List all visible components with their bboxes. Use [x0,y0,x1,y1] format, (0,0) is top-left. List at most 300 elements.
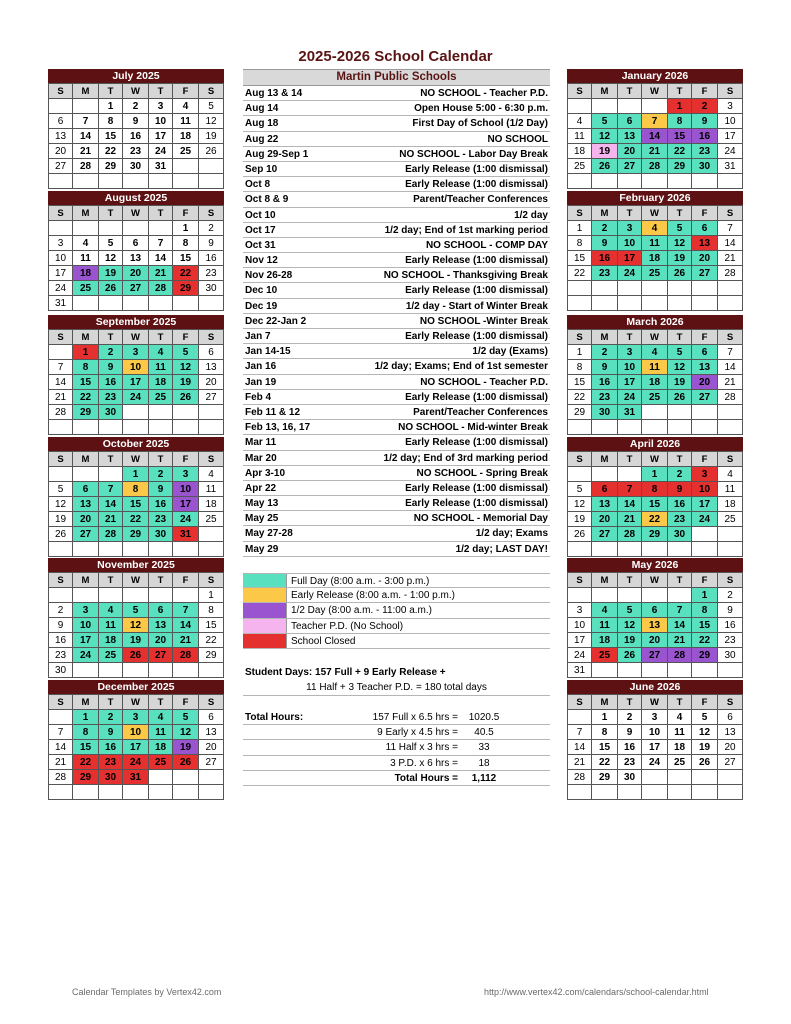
day-cell[interactable]: 1 [642,467,668,482]
day-cell[interactable]: 30 [692,159,718,174]
day-cell[interactable]: 28 [73,159,99,174]
day-cell[interactable]: 8 [73,360,99,375]
day-cell[interactable]: 5 [199,99,224,114]
day-cell[interactable]: 18 [568,144,592,159]
day-cell[interactable]: 29 [173,281,199,296]
day-cell[interactable]: 23 [618,755,642,770]
day-cell[interactable]: 18 [149,740,173,755]
day-cell[interactable]: 26 [592,159,618,174]
day-cell[interactable]: 30 [199,281,224,296]
day-cell[interactable]: 22 [73,755,99,770]
day-cell[interactable]: 6 [642,603,668,618]
day-cell[interactable]: 13 [692,236,718,251]
day-cell[interactable]: 14 [618,497,642,512]
day-cell[interactable]: 1 [99,99,123,114]
day-cell[interactable]: 5 [668,221,692,236]
day-cell[interactable]: 8 [99,114,123,129]
day-cell[interactable]: 13 [149,618,173,633]
day-cell[interactable]: 7 [642,114,668,129]
day-cell[interactable]: 6 [199,345,224,360]
day-cell[interactable]: 10 [73,618,99,633]
day-cell[interactable]: 12 [618,618,642,633]
day-cell[interactable]: 19 [668,375,692,390]
day-cell[interactable]: 17 [692,497,718,512]
day-cell[interactable]: 19 [592,144,618,159]
day-cell[interactable]: 9 [49,618,73,633]
day-cell[interactable]: 22 [99,144,123,159]
day-cell[interactable]: 28 [718,266,743,281]
day-cell[interactable]: 1 [173,221,199,236]
day-cell[interactable]: 15 [592,740,618,755]
day-cell[interactable]: 6 [149,603,173,618]
day-cell[interactable]: 16 [49,633,73,648]
day-cell[interactable]: 17 [123,375,149,390]
day-cell[interactable]: 24 [49,281,73,296]
day-cell[interactable]: 8 [668,114,692,129]
day-cell[interactable]: 8 [199,603,224,618]
day-cell[interactable]: 8 [173,236,199,251]
day-cell[interactable]: 4 [592,603,618,618]
day-cell[interactable]: 10 [123,360,149,375]
day-cell[interactable]: 3 [149,99,173,114]
day-cell[interactable]: 11 [73,251,99,266]
day-cell[interactable]: 18 [668,740,692,755]
day-cell[interactable]: 27 [199,755,224,770]
day-cell[interactable]: 16 [99,740,123,755]
day-cell[interactable]: 7 [49,725,73,740]
day-cell[interactable]: 11 [568,129,592,144]
day-cell[interactable]: 20 [123,266,149,281]
day-cell[interactable]: 21 [173,633,199,648]
day-cell[interactable]: 16 [668,497,692,512]
day-cell[interactable]: 27 [618,159,642,174]
day-cell[interactable]: 20 [49,144,73,159]
day-cell[interactable]: 15 [73,375,99,390]
footer-left[interactable]: Calendar Templates by Vertex42.com [72,987,222,997]
day-cell[interactable]: 6 [199,710,224,725]
day-cell[interactable]: 1 [199,588,224,603]
day-cell[interactable]: 26 [173,755,199,770]
day-cell[interactable]: 6 [718,710,743,725]
day-cell[interactable]: 19 [568,512,592,527]
day-cell[interactable]: 21 [618,512,642,527]
day-cell[interactable]: 31 [718,159,743,174]
day-cell[interactable]: 27 [199,390,224,405]
day-cell[interactable]: 26 [668,266,692,281]
day-cell[interactable]: 31 [123,770,149,785]
day-cell[interactable]: 6 [592,482,618,497]
day-cell[interactable]: 24 [642,755,668,770]
day-cell[interactable]: 17 [123,740,149,755]
day-cell[interactable]: 19 [123,633,149,648]
day-cell[interactable]: 17 [642,740,668,755]
day-cell[interactable]: 3 [568,603,592,618]
day-cell[interactable]: 2 [123,99,149,114]
day-cell[interactable]: 15 [173,251,199,266]
day-cell[interactable]: 5 [99,236,123,251]
day-cell[interactable]: 9 [592,236,618,251]
day-cell[interactable]: 15 [568,251,592,266]
day-cell[interactable]: 3 [49,236,73,251]
day-cell[interactable]: 14 [568,740,592,755]
day-cell[interactable]: 23 [692,144,718,159]
day-cell[interactable]: 7 [568,725,592,740]
day-cell[interactable]: 23 [99,390,123,405]
day-cell[interactable]: 29 [642,527,668,542]
day-cell[interactable]: 13 [618,129,642,144]
day-cell[interactable]: 7 [99,482,123,497]
day-cell[interactable]: 31 [173,527,199,542]
day-cell[interactable]: 22 [692,633,718,648]
day-cell[interactable]: 11 [149,360,173,375]
day-cell[interactable]: 3 [618,221,642,236]
day-cell[interactable]: 27 [592,527,618,542]
day-cell[interactable]: 8 [592,725,618,740]
day-cell[interactable]: 22 [642,512,668,527]
day-cell[interactable]: 5 [173,710,199,725]
day-cell[interactable]: 18 [199,497,224,512]
day-cell[interactable]: 2 [592,221,618,236]
day-cell[interactable]: 5 [592,114,618,129]
day-cell[interactable]: 13 [199,725,224,740]
day-cell[interactable]: 10 [642,725,668,740]
day-cell[interactable]: 28 [642,159,668,174]
day-cell[interactable]: 26 [123,648,149,663]
day-cell[interactable]: 4 [642,221,668,236]
day-cell[interactable]: 16 [199,251,224,266]
day-cell[interactable]: 5 [173,345,199,360]
day-cell[interactable]: 30 [668,527,692,542]
day-cell[interactable]: 3 [73,603,99,618]
day-cell[interactable]: 27 [692,266,718,281]
day-cell[interactable]: 13 [642,618,668,633]
day-cell[interactable]: 20 [592,512,618,527]
day-cell[interactable]: 10 [49,251,73,266]
day-cell[interactable]: 20 [692,375,718,390]
day-cell[interactable]: 21 [668,633,692,648]
day-cell[interactable]: 29 [592,770,618,785]
day-cell[interactable]: 25 [199,512,224,527]
day-cell[interactable]: 25 [73,281,99,296]
day-cell[interactable]: 6 [73,482,99,497]
day-cell[interactable]: 20 [692,251,718,266]
day-cell[interactable]: 14 [99,497,123,512]
day-cell[interactable]: 14 [173,618,199,633]
day-cell[interactable]: 8 [642,482,668,497]
day-cell[interactable]: 23 [718,633,743,648]
day-cell[interactable]: 6 [618,114,642,129]
day-cell[interactable]: 12 [668,236,692,251]
day-cell[interactable]: 31 [618,405,642,420]
day-cell[interactable]: 5 [568,482,592,497]
day-cell[interactable]: 2 [99,345,123,360]
day-cell[interactable]: 29 [73,770,99,785]
day-cell[interactable]: 26 [692,755,718,770]
day-cell[interactable]: 13 [73,497,99,512]
day-cell[interactable]: 20 [718,740,743,755]
day-cell[interactable]: 5 [49,482,73,497]
day-cell[interactable]: 20 [199,375,224,390]
day-cell[interactable]: 9 [692,114,718,129]
day-cell[interactable]: 30 [99,405,123,420]
day-cell[interactable]: 27 [718,755,743,770]
day-cell[interactable]: 12 [668,360,692,375]
day-cell[interactable]: 17 [618,251,642,266]
day-cell[interactable]: 3 [123,345,149,360]
day-cell[interactable]: 2 [692,99,718,114]
day-cell[interactable]: 25 [642,390,668,405]
day-cell[interactable]: 1 [73,345,99,360]
day-cell[interactable]: 12 [568,497,592,512]
day-cell[interactable]: 7 [718,221,743,236]
day-cell[interactable]: 18 [173,129,199,144]
day-cell[interactable]: 19 [692,740,718,755]
day-cell[interactable]: 9 [668,482,692,497]
day-cell[interactable]: 9 [718,603,743,618]
day-cell[interactable]: 9 [149,482,173,497]
day-cell[interactable]: 11 [199,482,224,497]
day-cell[interactable]: 4 [718,467,743,482]
day-cell[interactable]: 23 [668,512,692,527]
day-cell[interactable]: 23 [199,266,224,281]
day-cell[interactable]: 2 [718,588,743,603]
day-cell[interactable]: 1 [668,99,692,114]
day-cell[interactable]: 17 [718,129,743,144]
day-cell[interactable]: 7 [149,236,173,251]
day-cell[interactable]: 30 [99,770,123,785]
day-cell[interactable]: 3 [618,345,642,360]
day-cell[interactable]: 22 [73,390,99,405]
day-cell[interactable]: 15 [642,497,668,512]
day-cell[interactable]: 10 [618,236,642,251]
day-cell[interactable]: 1 [123,467,149,482]
day-cell[interactable]: 8 [568,360,592,375]
day-cell[interactable]: 23 [592,390,618,405]
day-cell[interactable]: 23 [49,648,73,663]
day-cell[interactable]: 25 [149,390,173,405]
day-cell[interactable]: 26 [199,144,224,159]
day-cell[interactable]: 28 [99,527,123,542]
day-cell[interactable]: 27 [49,159,73,174]
day-cell[interactable]: 2 [199,221,224,236]
day-cell[interactable]: 10 [692,482,718,497]
day-cell[interactable]: 21 [718,375,743,390]
day-cell[interactable]: 3 [692,467,718,482]
day-cell[interactable]: 4 [149,710,173,725]
day-cell[interactable]: 14 [49,375,73,390]
day-cell[interactable]: 22 [173,266,199,281]
day-cell[interactable]: 16 [592,251,618,266]
day-cell[interactable]: 4 [199,467,224,482]
day-cell[interactable]: 26 [568,527,592,542]
day-cell[interactable]: 20 [199,740,224,755]
day-cell[interactable]: 4 [149,345,173,360]
day-cell[interactable]: 18 [718,497,743,512]
day-cell[interactable]: 3 [123,710,149,725]
day-cell[interactable]: 24 [568,648,592,663]
day-cell[interactable]: 12 [173,360,199,375]
day-cell[interactable]: 8 [568,236,592,251]
day-cell[interactable]: 30 [718,648,743,663]
day-cell[interactable]: 9 [592,360,618,375]
day-cell[interactable]: 24 [149,144,173,159]
day-cell[interactable]: 17 [568,633,592,648]
day-cell[interactable]: 29 [99,159,123,174]
day-cell[interactable]: 17 [73,633,99,648]
day-cell[interactable]: 22 [668,144,692,159]
day-cell[interactable]: 14 [149,251,173,266]
day-cell[interactable]: 24 [123,390,149,405]
day-cell[interactable]: 13 [718,725,743,740]
day-cell[interactable]: 8 [123,482,149,497]
day-cell[interactable]: 16 [618,740,642,755]
day-cell[interactable]: 11 [149,725,173,740]
day-cell[interactable]: 2 [618,710,642,725]
day-cell[interactable]: 3 [173,467,199,482]
day-cell[interactable]: 17 [149,129,173,144]
day-cell[interactable]: 14 [73,129,99,144]
day-cell[interactable]: 7 [668,603,692,618]
day-cell[interactable]: 1 [692,588,718,603]
day-cell[interactable]: 18 [592,633,618,648]
day-cell[interactable]: 18 [642,375,668,390]
day-cell[interactable]: 21 [73,144,99,159]
day-cell[interactable]: 26 [99,281,123,296]
day-cell[interactable]: 13 [692,360,718,375]
day-cell[interactable]: 28 [618,527,642,542]
day-cell[interactable]: 11 [592,618,618,633]
day-cell[interactable]: 12 [123,618,149,633]
day-cell[interactable]: 27 [642,648,668,663]
day-cell[interactable]: 11 [668,725,692,740]
day-cell[interactable]: 12 [592,129,618,144]
day-cell[interactable]: 27 [73,527,99,542]
day-cell[interactable]: 24 [618,390,642,405]
day-cell[interactable]: 18 [73,266,99,281]
day-cell[interactable]: 26 [618,648,642,663]
day-cell[interactable]: 22 [568,266,592,281]
day-cell[interactable]: 24 [692,512,718,527]
day-cell[interactable]: 25 [592,648,618,663]
day-cell[interactable]: 23 [149,512,173,527]
day-cell[interactable]: 19 [173,740,199,755]
day-cell[interactable]: 24 [173,512,199,527]
day-cell[interactable]: 10 [123,725,149,740]
day-cell[interactable]: 12 [199,114,224,129]
day-cell[interactable]: 22 [568,390,592,405]
day-cell[interactable]: 15 [692,618,718,633]
day-cell[interactable]: 21 [642,144,668,159]
day-cell[interactable]: 24 [718,144,743,159]
day-cell[interactable]: 10 [718,114,743,129]
day-cell[interactable]: 22 [592,755,618,770]
day-cell[interactable]: 13 [123,251,149,266]
day-cell[interactable]: 31 [49,296,73,311]
day-cell[interactable]: 4 [173,99,199,114]
day-cell[interactable]: 5 [618,603,642,618]
day-cell[interactable]: 16 [149,497,173,512]
day-cell[interactable]: 10 [618,360,642,375]
day-cell[interactable]: 30 [49,663,73,678]
day-cell[interactable]: 19 [618,633,642,648]
day-cell[interactable]: 18 [99,633,123,648]
day-cell[interactable]: 8 [692,603,718,618]
day-cell[interactable]: 25 [568,159,592,174]
day-cell[interactable]: 17 [49,266,73,281]
day-cell[interactable]: 27 [149,648,173,663]
day-cell[interactable]: 8 [73,725,99,740]
day-cell[interactable]: 25 [718,512,743,527]
day-cell[interactable]: 16 [592,375,618,390]
day-cell[interactable]: 31 [568,663,592,678]
day-cell[interactable]: 29 [123,527,149,542]
day-cell[interactable]: 21 [99,512,123,527]
day-cell[interactable]: 25 [668,755,692,770]
day-cell[interactable]: 5 [123,603,149,618]
day-cell[interactable]: 17 [618,375,642,390]
day-cell[interactable]: 7 [618,482,642,497]
day-cell[interactable]: 11 [99,618,123,633]
day-cell[interactable]: 29 [73,405,99,420]
day-cell[interactable]: 28 [668,648,692,663]
day-cell[interactable]: 28 [49,770,73,785]
day-cell[interactable]: 28 [718,390,743,405]
day-cell[interactable]: 21 [568,755,592,770]
day-cell[interactable]: 9 [99,360,123,375]
day-cell[interactable]: 29 [692,648,718,663]
day-cell[interactable]: 28 [149,281,173,296]
day-cell[interactable]: 9 [199,236,224,251]
day-cell[interactable]: 2 [149,467,173,482]
day-cell[interactable]: 6 [692,221,718,236]
day-cell[interactable]: 12 [173,725,199,740]
day-cell[interactable]: 15 [73,740,99,755]
day-cell[interactable]: 13 [592,497,618,512]
day-cell[interactable]: 25 [149,755,173,770]
day-cell[interactable]: 6 [49,114,73,129]
day-cell[interactable]: 9 [99,725,123,740]
day-cell[interactable]: 16 [692,129,718,144]
day-cell[interactable]: 20 [73,512,99,527]
day-cell[interactable]: 6 [123,236,149,251]
day-cell[interactable]: 27 [692,390,718,405]
day-cell[interactable]: 11 [642,360,668,375]
day-cell[interactable]: 14 [718,236,743,251]
day-cell[interactable]: 21 [718,251,743,266]
day-cell[interactable]: 20 [642,633,668,648]
day-cell[interactable]: 10 [149,114,173,129]
day-cell[interactable]: 16 [99,375,123,390]
day-cell[interactable]: 26 [49,527,73,542]
day-cell[interactable]: 1 [592,710,618,725]
day-cell[interactable]: 14 [49,740,73,755]
day-cell[interactable]: 12 [49,497,73,512]
day-cell[interactable]: 15 [568,375,592,390]
day-cell[interactable]: 7 [49,360,73,375]
day-cell[interactable]: 11 [718,482,743,497]
day-cell[interactable]: 15 [199,618,224,633]
day-cell[interactable]: 1 [568,221,592,236]
day-cell[interactable]: 18 [642,251,668,266]
day-cell[interactable]: 23 [592,266,618,281]
day-cell[interactable]: 24 [123,755,149,770]
day-cell[interactable]: 26 [668,390,692,405]
day-cell[interactable]: 5 [668,345,692,360]
day-cell[interactable]: 3 [718,99,743,114]
day-cell[interactable]: 4 [668,710,692,725]
day-cell[interactable]: 29 [668,159,692,174]
day-cell[interactable]: 31 [149,159,173,174]
